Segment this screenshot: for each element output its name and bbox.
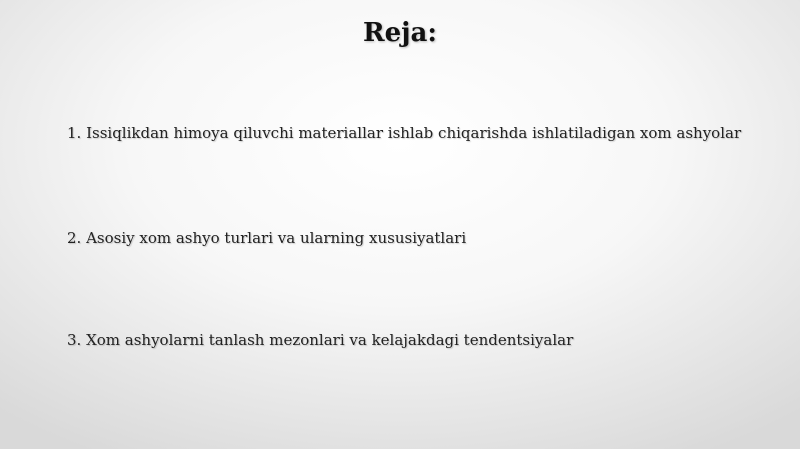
plan-item-3: 3. Xom ashyolarni tanlash mezonlari va kelajakdagi tendentsiyalar (67, 331, 574, 349)
slide-title: Reja: (362, 18, 437, 48)
plan-item-2: 2. Asosiy xom ashyo turlari va ularning xususiyatlari (67, 229, 467, 247)
plan-item-1: 1. Issiqlikdan himoya qiluvchi materiallar ishlab chiqarishda ishlatiladigan xom ashyolar (67, 124, 742, 142)
